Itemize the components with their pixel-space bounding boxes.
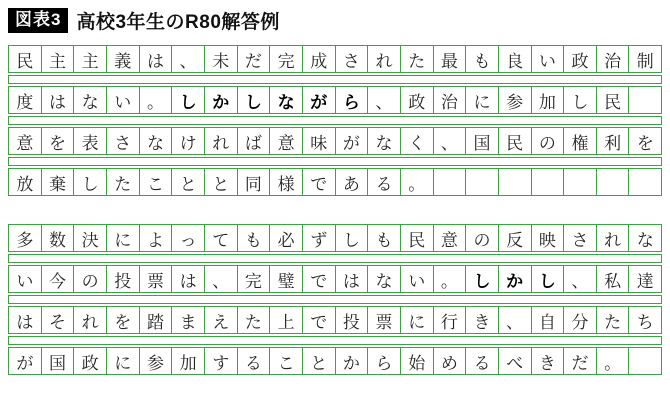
char-cell: と [204, 168, 238, 196]
char-cell: 行 [433, 306, 467, 334]
char-cell: 度 [8, 86, 42, 114]
char-cell: 分 [563, 306, 597, 334]
char-cell: 良 [498, 45, 532, 73]
char-cell: 投 [335, 306, 369, 334]
char-cell: は [171, 265, 205, 293]
char-cell: べ [498, 347, 532, 375]
char-cell: た [400, 45, 434, 73]
char-cell: 様 [269, 168, 303, 196]
char-cell: さ [563, 224, 597, 252]
char-cell: 味 [302, 127, 336, 155]
char-cell: 完 [237, 265, 271, 293]
char-cell: き [465, 306, 499, 334]
char-cell: な [628, 224, 662, 252]
char-cell: 。 [596, 347, 630, 375]
char-cell: 参 [498, 86, 532, 114]
char-cell: ら [335, 86, 369, 114]
char-cell: た [237, 306, 271, 334]
char-cell: 、 [563, 265, 597, 293]
char-cell: か [498, 265, 532, 293]
char-cell: 。 [433, 265, 467, 293]
char-cell: な [269, 86, 303, 114]
text-row [8, 306, 662, 334]
char-cell: 民 [400, 224, 434, 252]
char-cell: て [204, 224, 238, 252]
char-cell: さ [106, 127, 140, 155]
char-cell: も [465, 45, 499, 73]
char-cell: に [106, 224, 140, 252]
char-cell: 政 [563, 45, 597, 73]
char-cell: さ [335, 45, 369, 73]
char-cell: で [302, 306, 336, 334]
ruby-strip [8, 336, 662, 345]
char-cell: 始 [400, 347, 434, 375]
char-cell: 未 [204, 45, 238, 73]
char-cell: よ [139, 224, 173, 252]
char-cell: が [8, 347, 42, 375]
text-row [8, 265, 662, 293]
figure-header [8, 7, 662, 34]
char-cell: と [171, 168, 205, 196]
manuscript-block [8, 45, 662, 196]
char-cell: に [106, 347, 140, 375]
char-cell: の [465, 224, 499, 252]
char-cell: あ [335, 168, 369, 196]
ruby-strip [8, 116, 662, 125]
char-cell: が [335, 127, 369, 155]
char-cell: は [335, 265, 369, 293]
char-cell: 主 [73, 45, 107, 73]
char-cell: る [465, 347, 499, 375]
char-cell: の [531, 127, 565, 155]
char-cell: ち [628, 306, 662, 334]
char-cell: 政 [73, 347, 107, 375]
char-cell: 今 [41, 265, 75, 293]
char-cell: っ [171, 224, 205, 252]
char-cell: し [335, 224, 369, 252]
char-cell: 。 [400, 168, 434, 196]
char-cell: か [204, 86, 238, 114]
char-cell: く [400, 127, 434, 155]
char-cell: に [400, 306, 434, 334]
char-cell: が [302, 86, 336, 114]
char-cell: 、 [171, 45, 205, 73]
figure-number-badge: 図表3 [8, 8, 68, 33]
char-cell: 意 [269, 127, 303, 155]
char-cell: ば [237, 127, 271, 155]
char-cell: を [628, 127, 662, 155]
char-cell: 票 [367, 306, 401, 334]
char-cell: え [204, 306, 238, 334]
ruby-strip [8, 75, 662, 84]
char-cell: た [596, 306, 630, 334]
char-cell: ま [171, 306, 205, 334]
char-cell: を [106, 306, 140, 334]
text-row [8, 45, 662, 73]
char-cell: 票 [139, 265, 173, 293]
char-cell [596, 168, 630, 196]
char-cell: 反 [498, 224, 532, 252]
char-cell: を [41, 127, 75, 155]
char-cell: そ [41, 306, 75, 334]
page-title: 高校3年生のR80解答例 [76, 12, 280, 33]
char-cell: 自 [531, 306, 565, 334]
char-cell: る [237, 347, 271, 375]
char-cell: 民 [596, 86, 630, 114]
char-cell: 、 [498, 306, 532, 334]
char-cell: れ [367, 45, 401, 73]
char-cell [498, 168, 532, 196]
char-cell: 制 [628, 45, 662, 73]
char-cell: 意 [8, 127, 42, 155]
char-cell: 主 [41, 45, 75, 73]
char-cell [563, 168, 597, 196]
char-cell: 成 [302, 45, 336, 73]
manuscript-block [8, 224, 662, 375]
char-cell: 義 [106, 45, 140, 73]
char-cell: 利 [596, 127, 630, 155]
ruby-strip [8, 254, 662, 263]
char-cell [628, 86, 662, 114]
text-row [8, 168, 662, 196]
char-cell: 、 [204, 265, 238, 293]
char-cell: こ [139, 168, 173, 196]
char-cell: に [465, 86, 499, 114]
ruby-strip [8, 157, 662, 166]
char-cell: い [531, 45, 565, 73]
char-cell: 加 [171, 347, 205, 375]
char-cell: 決 [73, 224, 107, 252]
char-cell: も [237, 224, 271, 252]
char-cell: 。 [139, 86, 173, 114]
char-cell: 意 [433, 224, 467, 252]
char-cell: だ [563, 347, 597, 375]
text-row [8, 347, 662, 375]
char-cell: し [563, 86, 597, 114]
char-cell: 加 [531, 86, 565, 114]
char-cell: 国 [465, 127, 499, 155]
char-cell: も [367, 224, 401, 252]
char-cell: 投 [106, 265, 140, 293]
char-cell: な [367, 265, 401, 293]
char-cell: す [204, 347, 238, 375]
char-cell: 政 [400, 86, 434, 114]
char-cell: る [367, 168, 401, 196]
char-cell: 治 [433, 86, 467, 114]
char-cell: れ [596, 224, 630, 252]
char-cell: 表 [73, 127, 107, 155]
ruby-strip [8, 295, 662, 304]
char-cell [628, 168, 662, 196]
char-cell: 治 [596, 45, 630, 73]
char-cell: 達 [628, 265, 662, 293]
char-cell [628, 347, 662, 375]
char-cell: れ [204, 127, 238, 155]
char-cell: き [531, 347, 565, 375]
char-cell: だ [237, 45, 271, 73]
char-cell: 数 [41, 224, 75, 252]
char-cell: し [73, 168, 107, 196]
char-cell: の [73, 265, 107, 293]
char-cell: 映 [531, 224, 565, 252]
text-row [8, 86, 662, 114]
char-cell: け [171, 127, 205, 155]
char-cell: し [171, 86, 205, 114]
char-cell: い [106, 86, 140, 114]
char-cell [531, 168, 565, 196]
char-cell: で [302, 265, 336, 293]
char-cell: 国 [41, 347, 75, 375]
char-cell: 同 [237, 168, 271, 196]
char-cell: 璧 [269, 265, 303, 293]
char-cell: 完 [269, 45, 303, 73]
char-cell: た [106, 168, 140, 196]
char-cell: 、 [367, 86, 401, 114]
char-cell: 民 [498, 127, 532, 155]
char-cell: 多 [8, 224, 42, 252]
char-cell: 権 [563, 127, 597, 155]
text-row [8, 224, 662, 252]
char-cell: 踏 [139, 306, 173, 334]
char-cell [433, 168, 467, 196]
char-cell: め [433, 347, 467, 375]
char-cell: と [302, 347, 336, 375]
char-cell: ら [367, 347, 401, 375]
char-cell: な [367, 127, 401, 155]
char-cell: 棄 [41, 168, 75, 196]
char-cell: 上 [269, 306, 303, 334]
char-cell: で [302, 168, 336, 196]
char-cell: 放 [8, 168, 42, 196]
char-cell: れ [73, 306, 107, 334]
manuscript-grids [8, 45, 662, 375]
char-cell: 民 [8, 45, 42, 73]
char-cell: こ [269, 347, 303, 375]
char-cell: 最 [433, 45, 467, 73]
char-cell: い [400, 265, 434, 293]
char-cell: な [139, 127, 173, 155]
char-cell: し [237, 86, 271, 114]
char-cell: は [41, 86, 75, 114]
text-row [8, 127, 662, 155]
char-cell: 必 [269, 224, 303, 252]
char-cell: か [335, 347, 369, 375]
char-cell: 参 [139, 347, 173, 375]
char-cell: し [465, 265, 499, 293]
char-cell: し [531, 265, 565, 293]
char-cell: 、 [433, 127, 467, 155]
char-cell: い [8, 265, 42, 293]
char-cell: は [139, 45, 173, 73]
char-cell: は [8, 306, 42, 334]
char-cell: な [73, 86, 107, 114]
char-cell: ず [302, 224, 336, 252]
char-cell: 私 [596, 265, 630, 293]
char-cell [465, 168, 499, 196]
